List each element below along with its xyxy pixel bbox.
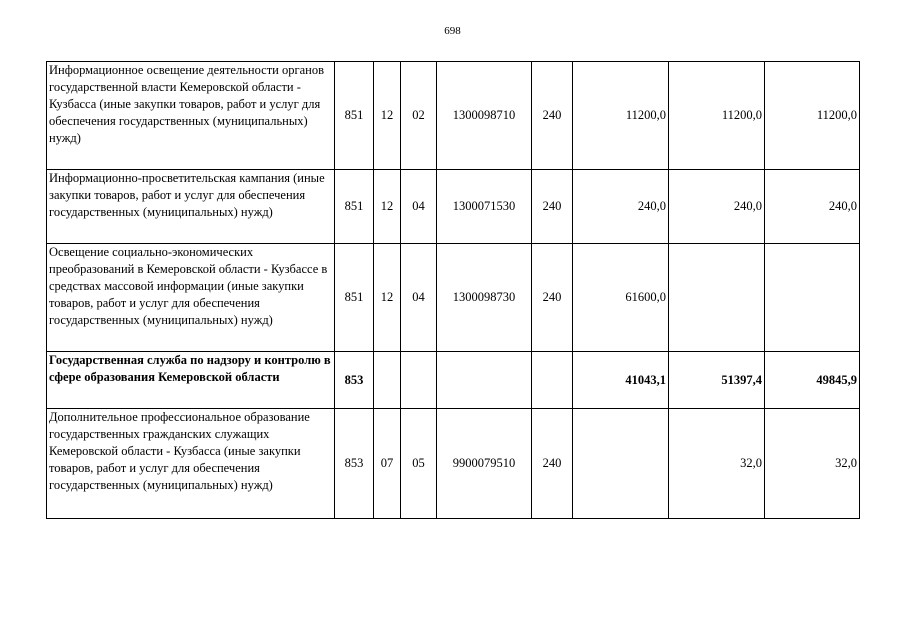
cell-rz: 12 — [374, 244, 401, 352]
cell-year2: 11200,0 — [669, 62, 765, 170]
cell-rz: 12 — [374, 62, 401, 170]
cell-csr: 9900079510 — [437, 409, 532, 519]
cell-rz — [374, 352, 401, 409]
table-row — [47, 62, 860, 170]
row-name: Информационно-просветительская кампания (иные закупки товаров, работ и услуг для обеспечения государственных (муниципальных) нужд) — [47, 170, 335, 244]
cell-year1 — [573, 409, 669, 519]
budget-table — [46, 61, 860, 519]
cell-year3: 11200,0 — [765, 62, 860, 170]
cell-pr: 04 — [401, 244, 437, 352]
cell-vr — [532, 352, 573, 409]
row-name: Государственная служба по надзору и контролю в сфере образования Кемеровской области — [47, 352, 335, 409]
cell-year2: 240,0 — [669, 170, 765, 244]
cell-gr: 851 — [335, 62, 374, 170]
cell-pr: 05 — [401, 409, 437, 519]
cell-vr: 240 — [532, 244, 573, 352]
cell-gr: 851 — [335, 170, 374, 244]
cell-pr — [401, 352, 437, 409]
cell-csr: 1300071530 — [437, 170, 532, 244]
cell-rz: 07 — [374, 409, 401, 519]
cell-year2: 51397,4 — [669, 352, 765, 409]
table-row — [47, 409, 860, 519]
cell-vr: 240 — [532, 170, 573, 244]
cell-csr: 1300098710 — [437, 62, 532, 170]
cell-rz: 12 — [374, 170, 401, 244]
cell-year3 — [765, 244, 860, 352]
cell-pr: 02 — [401, 62, 437, 170]
page-number: 698 — [444, 25, 461, 37]
cell-pr: 04 — [401, 170, 437, 244]
cell-gr: 853 — [335, 352, 374, 409]
cell-year1: 240,0 — [573, 170, 669, 244]
table-row — [47, 352, 860, 409]
cell-year3: 32,0 — [765, 409, 860, 519]
cell-year1: 11200,0 — [573, 62, 669, 170]
cell-year3: 49845,9 — [765, 352, 860, 409]
row-name: Освещение социально-экономических преобразований в Кемеровской области - Кузбассе в средствах массовой информации (иные закупки товаров, работ и услуг для обеспечения государственных (муниципальных) нужд) — [47, 244, 335, 352]
cell-csr: 1300098730 — [437, 244, 532, 352]
cell-vr: 240 — [532, 62, 573, 170]
cell-gr: 851 — [335, 244, 374, 352]
table-row — [47, 170, 860, 244]
cell-csr — [437, 352, 532, 409]
row-name: Дополнительное профессиональное образование государственных гражданских служащих Кемеровской области - Кузбасса (иные закупки товаров, работ и услуг для обеспечения государственных (муниципальных) нужд) — [47, 409, 335, 519]
cell-year2 — [669, 244, 765, 352]
cell-year1: 61600,0 — [573, 244, 669, 352]
cell-year1: 41043,1 — [573, 352, 669, 409]
cell-year3: 240,0 — [765, 170, 860, 244]
row-name: Информационное освещение деятельности органов государственной власти Кемеровской области - Кузбасса (иные закупки товаров, работ и услуг для обеспечения государственных (муниципальных) нужд) — [47, 62, 335, 170]
cell-vr: 240 — [532, 409, 573, 519]
cell-year2: 32,0 — [669, 409, 765, 519]
cell-gr: 853 — [335, 409, 374, 519]
table-row — [47, 244, 860, 352]
